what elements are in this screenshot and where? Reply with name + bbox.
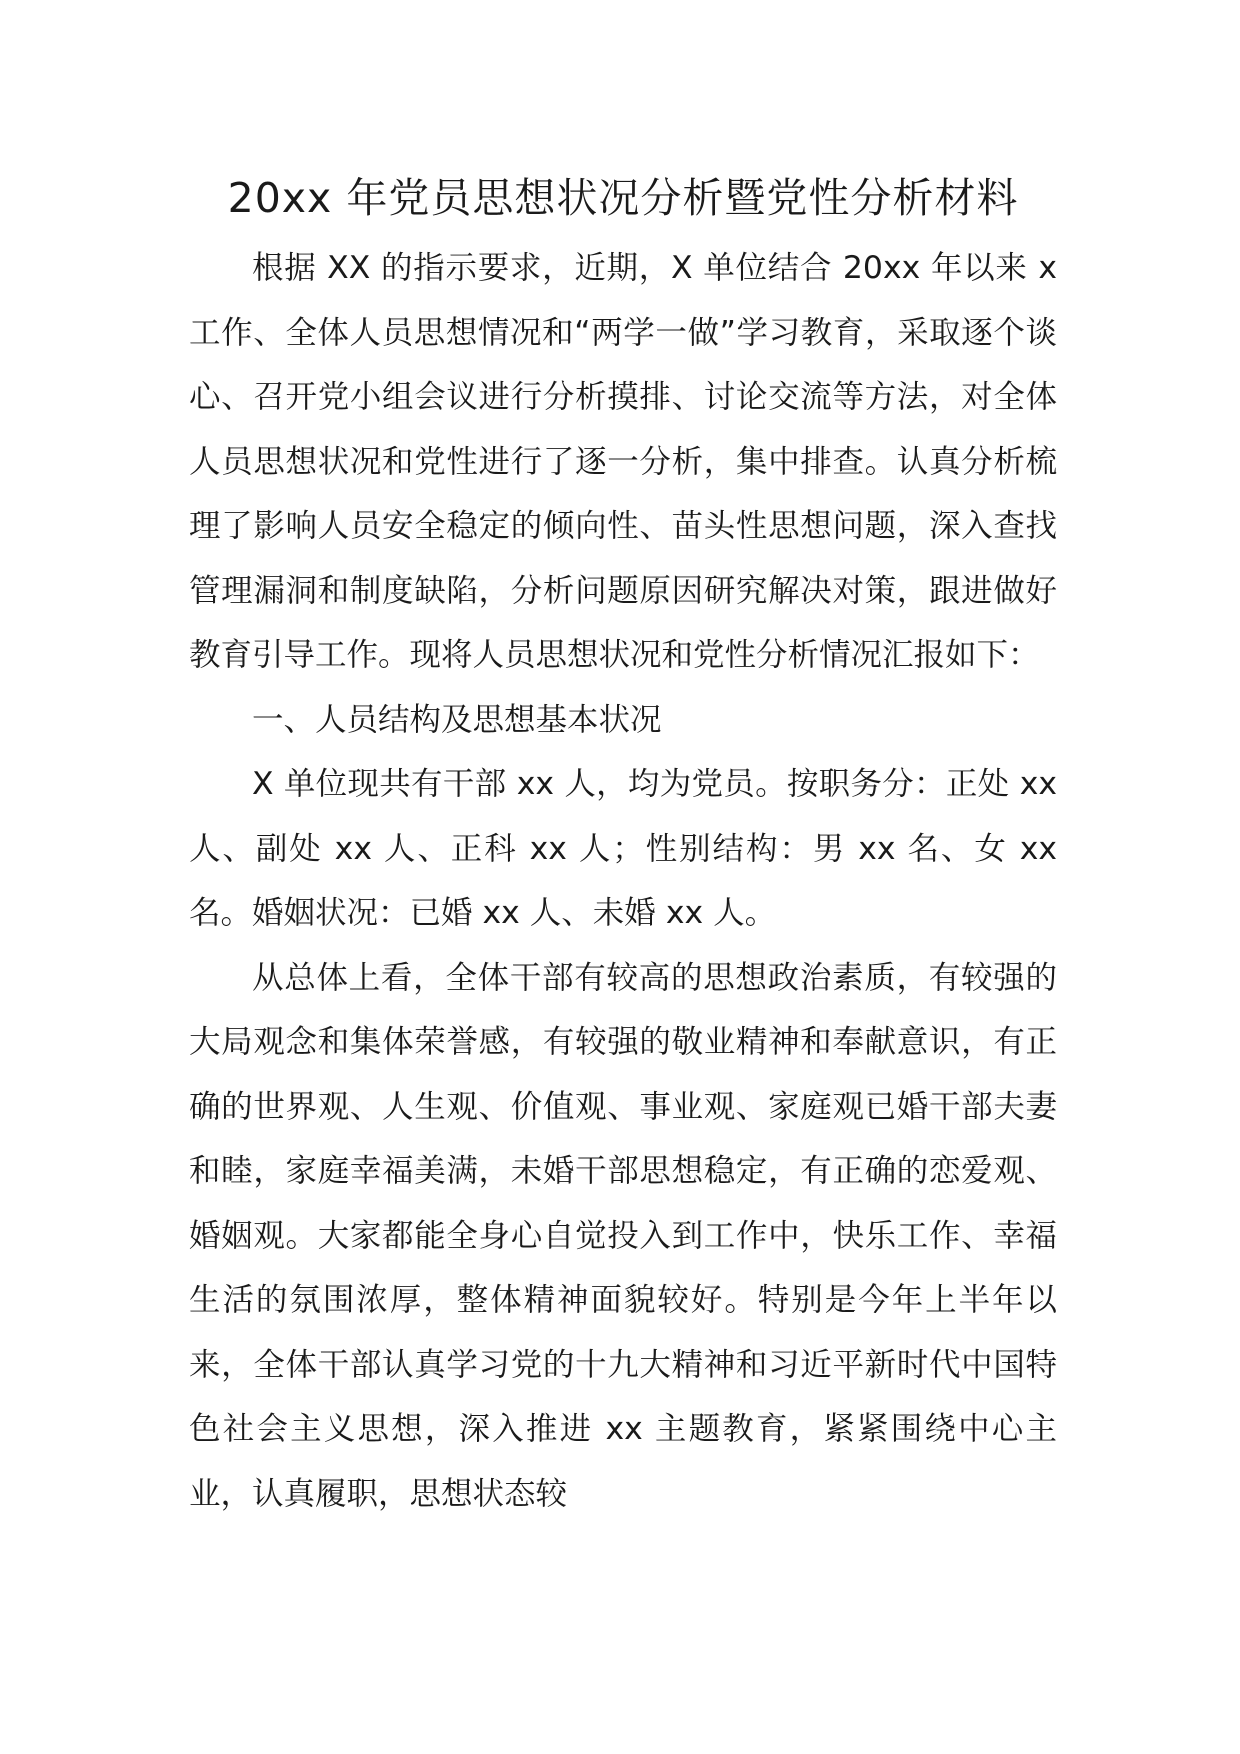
section-heading-1: 一、人员结构及思想基本状况 xyxy=(252,701,662,738)
intro-paragraph: 根据 XX 的指示要求，近期，X 单位结合 20xx 年以来 x 工作、全体人员思想情况和“两学一做”学习教育，采取逐个谈心、召开党小组会议进行分析摸排、讨论交流等方法，对全体人员思想状况和党性进行了逐一分析，集中排查。认真分析梳理了影响人员安全稳定的倾向性、苗头性思想问题，深入查找管理漏洞和制度缺陷，分析问题原因研究解决对策，跟进做好教育引导工作。现将人员思想状况和党性分析情况汇报如下： xyxy=(189,250,1057,673)
staff-structure-paragraph: X 单位现共有干部 xx 人，均为党员。按职务分：正处 xx 人、副处 xx 人、正科 xx 人；性别结构：男 xx 名、女 xx 名。婚姻状况：已婚 xx 人、未婚 xx 人。 xyxy=(189,766,1057,931)
overall-status-paragraph: 从总体上看，全体干部有较高的思想政治素质，有较强的大局观念和集体荣誉感，有较强的敬业精神和奉献意识，有正确的世界观、人生观、价值观、事业观、家庭观已婚干部夫妻和睦，家庭幸福美满，未婚干部思想稳定，有正确的恋爱观、婚姻观。大家都能全身心自觉投入到工作中，快乐工作、幸福生活的氛围浓厚，整体精神面貌较好。特别是今年上半年以来，全体干部认真学习党的十九大精神和习近平新时代中国特色社会主义思想，深入推进 xx 主题教育，紧紧围绕中心主业，认真履职，思想状态较 xyxy=(189,959,1057,1512)
document-title: 20xx 年党员思想状况分析暨党性分析材料 xyxy=(227,174,1019,222)
document-body xyxy=(189,160,1057,1526)
